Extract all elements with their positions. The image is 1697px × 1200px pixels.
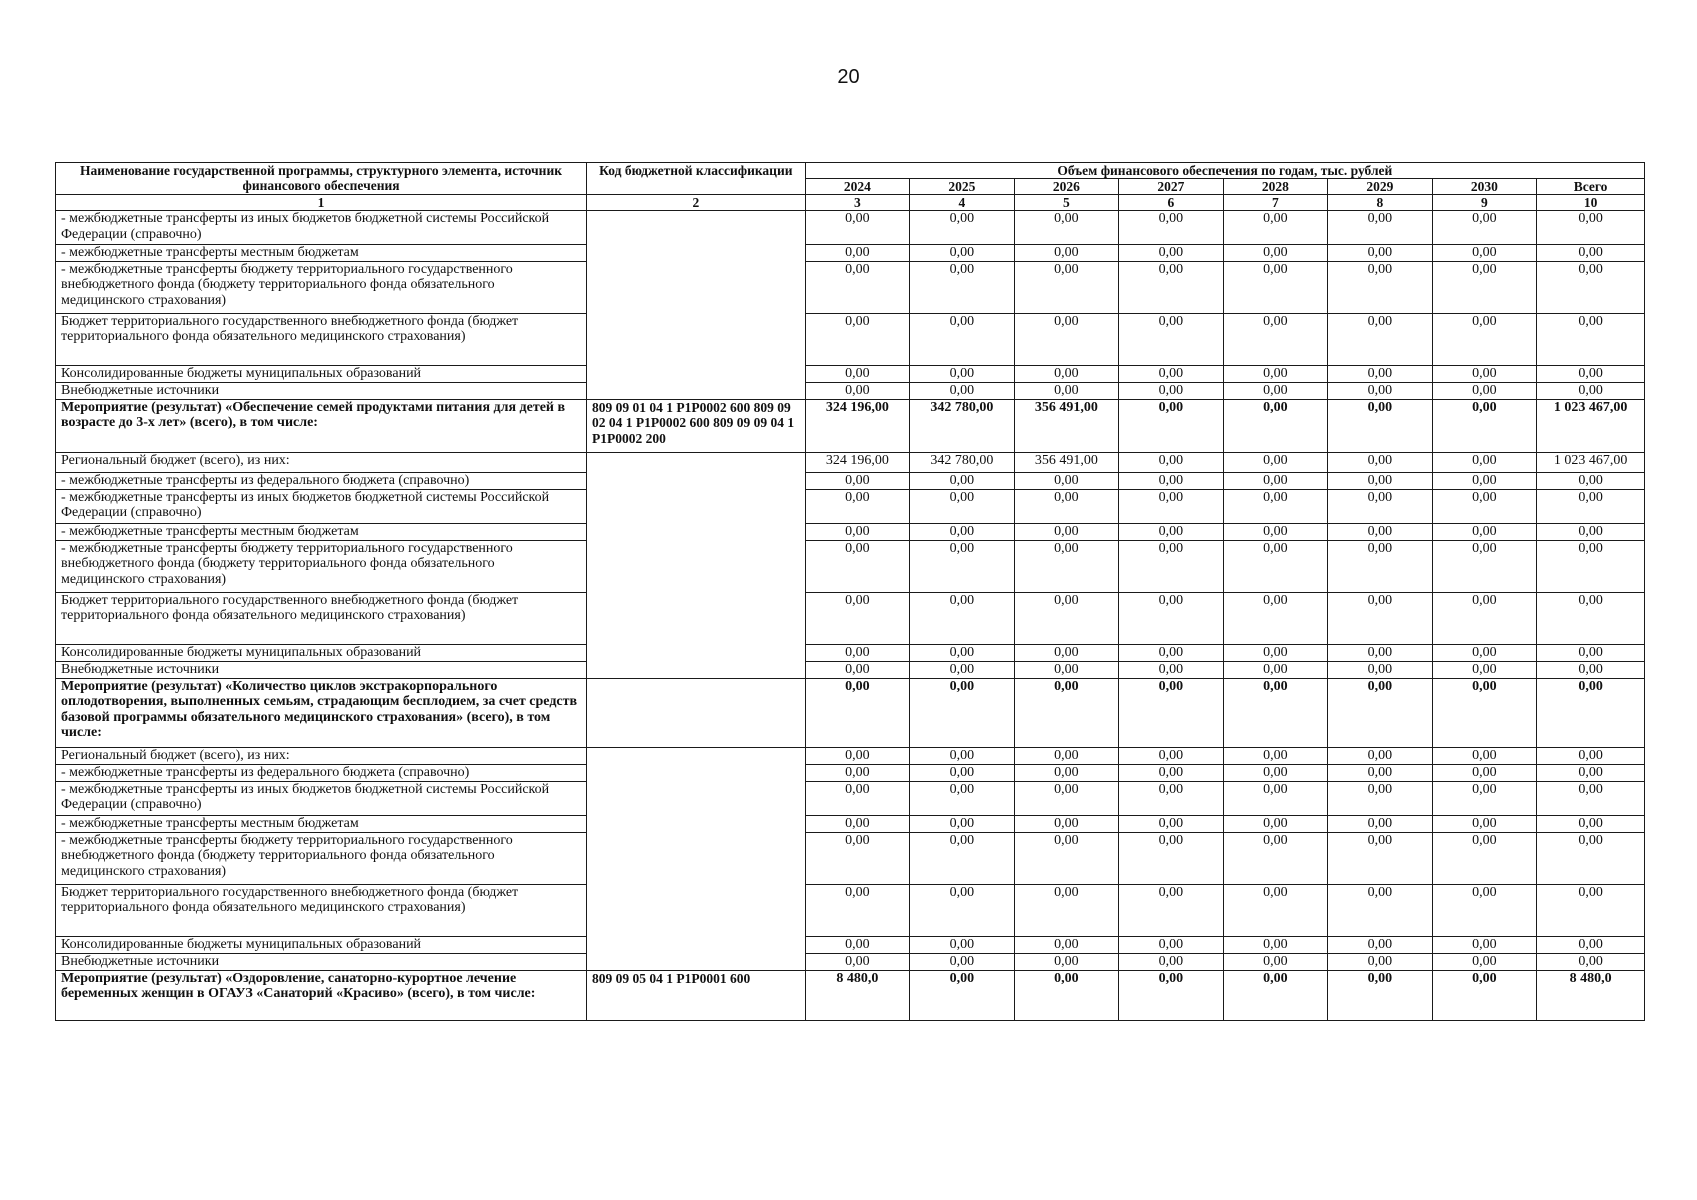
year-value: 0,00: [1014, 382, 1119, 399]
year-value: 0,00: [1432, 382, 1537, 399]
year-value: 0,00: [1014, 884, 1119, 936]
year-value: 0,00: [1328, 399, 1433, 452]
year-value: 0,00: [1328, 644, 1433, 661]
year-value: 0,00: [1432, 452, 1537, 472]
year-value: 0,00: [1328, 592, 1433, 644]
total-value: 0,00: [1537, 747, 1645, 764]
year-value: 0,00: [1119, 523, 1224, 540]
table-row: [56, 747, 1645, 764]
total-value: 0,00: [1537, 661, 1645, 678]
year-value: 0,00: [1223, 747, 1328, 764]
year-value: 0,00: [805, 489, 910, 523]
year-value: 0,00: [1432, 365, 1537, 382]
year-value: 0,00: [1014, 245, 1119, 262]
year-value: 0,00: [910, 489, 1015, 523]
year-value: 0,00: [805, 884, 910, 936]
header-year: 2026: [1014, 179, 1119, 195]
column-number: 6: [1119, 195, 1224, 211]
year-value: 0,00: [1119, 382, 1224, 399]
row-name: Бюджет территориального государственного внебюджетного фонда (бюджет территориального фонда обязательного медицинского страхования): [56, 884, 587, 936]
budget-code-cell: [587, 678, 806, 747]
year-value: 0,00: [805, 211, 910, 245]
table-row: [56, 313, 1645, 365]
year-value: 0,00: [910, 245, 1015, 262]
year-value: 0,00: [1119, 953, 1224, 970]
year-value: 0,00: [1223, 781, 1328, 815]
year-value: 0,00: [1014, 661, 1119, 678]
year-value: 0,00: [1014, 815, 1119, 832]
year-value: 0,00: [1014, 936, 1119, 953]
header-volume: Объем финансового обеспечения по годам, тыс. рублей: [805, 163, 1644, 179]
year-value: 0,00: [805, 832, 910, 884]
year-value: 0,00: [1328, 211, 1433, 245]
header-name: Наименование государственной программы, структурного элемента, источник финансового обеспечения: [56, 163, 587, 195]
year-value: 0,00: [1014, 540, 1119, 592]
year-value: 0,00: [1223, 472, 1328, 489]
row-name: Консолидированные бюджеты муниципальных образований: [56, 365, 587, 382]
year-value: 0,00: [1014, 261, 1119, 313]
year-value: 0,00: [910, 678, 1015, 747]
year-value: 0,00: [910, 592, 1015, 644]
year-value: 0,00: [1223, 970, 1328, 1020]
year-value: 0,00: [1119, 452, 1224, 472]
table-row: [56, 815, 1645, 832]
table-row: [56, 661, 1645, 678]
year-value: 0,00: [1119, 815, 1224, 832]
row-name: Региональный бюджет (всего), из них:: [56, 452, 587, 472]
year-value: 0,00: [1432, 661, 1537, 678]
total-value: 0,00: [1537, 245, 1645, 262]
column-number: 2: [587, 195, 806, 211]
year-value: 0,00: [910, 365, 1015, 382]
year-value: 0,00: [1223, 261, 1328, 313]
year-value: 342 780,00: [910, 399, 1015, 452]
year-value: 0,00: [805, 781, 910, 815]
year-value: 0,00: [805, 540, 910, 592]
budget-code-cell: 809 09 05 04 1 P1P0001 600: [587, 970, 806, 1020]
year-value: 0,00: [1432, 472, 1537, 489]
row-name: - межбюджетные трансферты бюджету территориального государственного внебюджетного фонда (бюджету территориального фонда обязательного медицинского страхования): [56, 832, 587, 884]
year-value: 0,00: [1432, 953, 1537, 970]
column-number: 8: [1328, 195, 1433, 211]
year-value: 0,00: [1432, 781, 1537, 815]
total-value: 0,00: [1537, 832, 1645, 884]
year-value: 0,00: [1432, 313, 1537, 365]
total-value: 0,00: [1537, 592, 1645, 644]
total-value: 0,00: [1537, 472, 1645, 489]
year-value: 0,00: [910, 261, 1015, 313]
year-value: 0,00: [1223, 365, 1328, 382]
table-row: [56, 540, 1645, 592]
year-value: 0,00: [1432, 592, 1537, 644]
header-code: Код бюджетной классификации: [587, 163, 806, 195]
year-value: 0,00: [805, 365, 910, 382]
year-value: 0,00: [1223, 764, 1328, 781]
year-value: 0,00: [1328, 540, 1433, 592]
year-value: 0,00: [910, 382, 1015, 399]
year-value: 0,00: [1119, 489, 1224, 523]
header-year: 2025: [910, 179, 1015, 195]
year-value: 0,00: [910, 644, 1015, 661]
row-name: Региональный бюджет (всего), из них:: [56, 747, 587, 764]
row-name: - межбюджетные трансферты местным бюджетам: [56, 523, 587, 540]
year-value: 0,00: [1014, 313, 1119, 365]
header-year: 2024: [805, 179, 910, 195]
year-value: 0,00: [1432, 399, 1537, 452]
header-total: Всего: [1537, 179, 1645, 195]
column-number: 5: [1014, 195, 1119, 211]
table-row: [56, 936, 1645, 953]
table-row: [56, 489, 1645, 523]
year-value: 0,00: [1119, 970, 1224, 1020]
year-value: 0,00: [1328, 523, 1433, 540]
year-value: 0,00: [1014, 832, 1119, 884]
year-value: 0,00: [1432, 747, 1537, 764]
table-row: [56, 211, 1645, 245]
table-body: [56, 211, 1645, 1021]
year-value: 0,00: [805, 523, 910, 540]
total-value: 0,00: [1537, 936, 1645, 953]
year-value: 0,00: [1328, 661, 1433, 678]
row-name: - межбюджетные трансферты из иных бюджетов бюджетной системы Российской Федерации (справочно): [56, 781, 587, 815]
year-value: 0,00: [1119, 211, 1224, 245]
year-value: 0,00: [1328, 970, 1433, 1020]
year-value: 0,00: [1432, 644, 1537, 661]
year-value: 0,00: [910, 936, 1015, 953]
year-value: 0,00: [1432, 261, 1537, 313]
row-name: - межбюджетные трансферты местным бюджетам: [56, 245, 587, 262]
table-row: [56, 832, 1645, 884]
year-value: 0,00: [910, 884, 1015, 936]
year-value: 0,00: [1223, 884, 1328, 936]
year-value: 0,00: [805, 382, 910, 399]
header-year: 2027: [1119, 179, 1224, 195]
budget-code-cell: [587, 211, 806, 400]
year-value: 0,00: [1119, 764, 1224, 781]
year-value: 0,00: [1223, 399, 1328, 452]
year-value: 0,00: [1432, 815, 1537, 832]
year-value: 0,00: [1119, 936, 1224, 953]
row-name: Мероприятие (результат) «Оздоровление, санаторно-курортное лечение беременных женщин в ОГАУЗ «Санаторий «Красиво» (всего), в том числе:: [56, 970, 587, 1020]
year-value: 0,00: [805, 261, 910, 313]
year-value: 0,00: [1014, 489, 1119, 523]
year-value: 0,00: [1119, 245, 1224, 262]
total-value: 0,00: [1537, 313, 1645, 365]
row-name: Внебюджетные источники: [56, 382, 587, 399]
year-value: 0,00: [1014, 523, 1119, 540]
table-row: [56, 970, 1645, 1020]
total-value: 0,00: [1537, 261, 1645, 313]
year-value: 0,00: [1328, 313, 1433, 365]
year-value: 0,00: [1223, 644, 1328, 661]
table-row: [56, 472, 1645, 489]
year-value: 0,00: [1014, 764, 1119, 781]
year-value: 0,00: [1119, 884, 1224, 936]
year-value: 0,00: [1328, 815, 1433, 832]
year-value: 0,00: [1432, 970, 1537, 1020]
total-value: 1 023 467,00: [1537, 452, 1645, 472]
table-row: [56, 261, 1645, 313]
year-value: 0,00: [805, 747, 910, 764]
year-value: 0,00: [1223, 678, 1328, 747]
total-value: 0,00: [1537, 382, 1645, 399]
year-value: 0,00: [1328, 472, 1433, 489]
year-value: 0,00: [1014, 592, 1119, 644]
year-value: 0,00: [1223, 936, 1328, 953]
table-row: [56, 365, 1645, 382]
year-value: 0,00: [1328, 832, 1433, 884]
year-value: 0,00: [1119, 261, 1224, 313]
year-value: 0,00: [1119, 540, 1224, 592]
column-number: 7: [1223, 195, 1328, 211]
row-name: Внебюджетные источники: [56, 953, 587, 970]
year-value: 0,00: [1328, 953, 1433, 970]
row-name: Консолидированные бюджеты муниципальных образований: [56, 936, 587, 953]
year-value: 0,00: [910, 747, 1015, 764]
year-value: 0,00: [1223, 832, 1328, 884]
year-value: 0,00: [1328, 678, 1433, 747]
header-year: 2030: [1432, 179, 1537, 195]
year-value: 0,00: [1223, 540, 1328, 592]
year-value: 0,00: [1328, 365, 1433, 382]
year-value: 0,00: [1119, 644, 1224, 661]
year-value: 0,00: [1223, 313, 1328, 365]
year-value: 0,00: [1119, 781, 1224, 815]
year-value: 0,00: [1328, 452, 1433, 472]
year-value: 0,00: [1223, 211, 1328, 245]
header-year: 2028: [1223, 179, 1328, 195]
table-row: [56, 678, 1645, 747]
total-value: 0,00: [1537, 523, 1645, 540]
year-value: 0,00: [1119, 592, 1224, 644]
total-value: 0,00: [1537, 781, 1645, 815]
table-row: [56, 764, 1645, 781]
row-name: - межбюджетные трансферты бюджету территориального государственного внебюджетного фонда (бюджету территориального фонда обязательного медицинского страхования): [56, 261, 587, 313]
budget-code-cell: [587, 452, 806, 678]
year-value: 0,00: [1432, 678, 1537, 747]
row-name: Мероприятие (результат) «Количество циклов экстракорпорального оплодотворения, выполненных семьям, страдающим бесплодием, за счет средств базовой программы обязательного медицинского страхования» (всего), в том числе:: [56, 678, 587, 747]
column-number: 1: [56, 195, 587, 211]
year-value: 0,00: [1014, 678, 1119, 747]
row-name: Мероприятие (результат) «Обеспечение семей продуктами питания для детей в возрасте до 3-х лет» (всего), в том числе:: [56, 399, 587, 452]
table-row: [56, 245, 1645, 262]
year-value: 0,00: [1223, 523, 1328, 540]
table-row: [56, 781, 1645, 815]
column-number: 10: [1537, 195, 1645, 211]
year-value: 0,00: [1119, 747, 1224, 764]
year-value: 0,00: [910, 832, 1015, 884]
year-value: 0,00: [805, 245, 910, 262]
year-value: 0,00: [1328, 781, 1433, 815]
year-value: 0,00: [1119, 472, 1224, 489]
year-value: 356 491,00: [1014, 399, 1119, 452]
row-name: Консолидированные бюджеты муниципальных образований: [56, 644, 587, 661]
year-value: 0,00: [1328, 245, 1433, 262]
year-value: 0,00: [1014, 644, 1119, 661]
budget-code-cell: [587, 747, 806, 970]
year-value: 0,00: [805, 953, 910, 970]
year-value: 0,00: [910, 472, 1015, 489]
total-value: 0,00: [1537, 644, 1645, 661]
year-value: 0,00: [1014, 365, 1119, 382]
year-value: 0,00: [1432, 211, 1537, 245]
table-row: [56, 953, 1645, 970]
year-value: 0,00: [1432, 540, 1537, 592]
year-value: 324 196,00: [805, 399, 910, 452]
row-name: - межбюджетные трансферты из иных бюджетов бюджетной системы Российской Федерации (справочно): [56, 489, 587, 523]
budget-code-cell: 809 09 01 04 1 P1P0002 600 809 09 02 04 1 P1P0002 600 809 09 09 04 1 P1P0002 200: [587, 399, 806, 452]
table-row: [56, 884, 1645, 936]
year-value: 0,00: [1432, 245, 1537, 262]
year-value: 0,00: [1223, 489, 1328, 523]
year-value: 0,00: [805, 592, 910, 644]
year-value: 0,00: [910, 970, 1015, 1020]
year-value: 342 780,00: [910, 452, 1015, 472]
table-row: [56, 592, 1645, 644]
year-value: 0,00: [805, 661, 910, 678]
year-value: 0,00: [1223, 815, 1328, 832]
year-value: 0,00: [910, 540, 1015, 592]
year-value: 0,00: [910, 313, 1015, 365]
year-value: 0,00: [1328, 489, 1433, 523]
year-value: 0,00: [1119, 399, 1224, 452]
total-value: 8 480,0: [1537, 970, 1645, 1020]
year-value: 0,00: [1328, 764, 1433, 781]
table-row: [56, 644, 1645, 661]
year-value: 0,00: [805, 313, 910, 365]
year-value: 0,00: [805, 644, 910, 661]
year-value: 0,00: [1119, 661, 1224, 678]
year-value: 0,00: [1328, 936, 1433, 953]
financing-table: [55, 162, 1645, 1021]
header-year: 2029: [1328, 179, 1433, 195]
year-value: 0,00: [910, 815, 1015, 832]
total-value: 0,00: [1537, 211, 1645, 245]
total-value: 0,00: [1537, 953, 1645, 970]
year-value: 0,00: [910, 211, 1015, 245]
year-value: 0,00: [1014, 781, 1119, 815]
row-name: - межбюджетные трансферты из иных бюджетов бюджетной системы Российской Федерации (справочно): [56, 211, 587, 245]
total-value: 1 023 467,00: [1537, 399, 1645, 452]
year-value: 0,00: [1119, 678, 1224, 747]
year-value: 0,00: [1223, 661, 1328, 678]
year-value: 0,00: [1119, 832, 1224, 884]
total-value: 0,00: [1537, 884, 1645, 936]
column-number: 4: [910, 195, 1015, 211]
row-name: - межбюджетные трансферты из федерального бюджета (справочно): [56, 764, 587, 781]
year-value: 0,00: [1432, 884, 1537, 936]
row-name: - межбюджетные трансферты из федерального бюджета (справочно): [56, 472, 587, 489]
year-value: 324 196,00: [805, 452, 910, 472]
year-value: 0,00: [805, 764, 910, 781]
column-number: 3: [805, 195, 910, 211]
year-value: 0,00: [1119, 313, 1224, 365]
table-row: [56, 382, 1645, 399]
year-value: 0,00: [1432, 936, 1537, 953]
year-value: 0,00: [1432, 832, 1537, 884]
year-value: 0,00: [1223, 452, 1328, 472]
year-value: 0,00: [1328, 747, 1433, 764]
year-value: 0,00: [1014, 747, 1119, 764]
row-name: Внебюджетные источники: [56, 661, 587, 678]
year-value: 0,00: [1014, 970, 1119, 1020]
year-value: 0,00: [1119, 365, 1224, 382]
total-value: 0,00: [1537, 540, 1645, 592]
table-row: [56, 399, 1645, 452]
year-value: 0,00: [1223, 382, 1328, 399]
year-value: 0,00: [805, 678, 910, 747]
row-name: Бюджет территориального государственного внебюджетного фонда (бюджет территориального фонда обязательного медицинского страхования): [56, 592, 587, 644]
year-value: 0,00: [910, 523, 1015, 540]
total-value: 0,00: [1537, 815, 1645, 832]
year-value: 8 480,0: [805, 970, 910, 1020]
year-value: 0,00: [1432, 523, 1537, 540]
row-name: - межбюджетные трансферты бюджету территориального государственного внебюджетного фонда (бюджету территориального фонда обязательного медицинского страхования): [56, 540, 587, 592]
year-value: 0,00: [1432, 489, 1537, 523]
year-value: 0,00: [910, 953, 1015, 970]
year-value: 0,00: [1328, 382, 1433, 399]
year-value: 0,00: [1223, 953, 1328, 970]
year-value: 0,00: [1223, 245, 1328, 262]
year-value: 0,00: [805, 936, 910, 953]
total-value: 0,00: [1537, 489, 1645, 523]
year-value: 0,00: [1328, 261, 1433, 313]
year-value: 0,00: [805, 472, 910, 489]
year-value: 0,00: [1432, 764, 1537, 781]
year-value: 0,00: [1014, 953, 1119, 970]
year-value: 0,00: [910, 764, 1015, 781]
column-number: 9: [1432, 195, 1537, 211]
table-row: [56, 523, 1645, 540]
year-value: 0,00: [1328, 884, 1433, 936]
row-name: - межбюджетные трансферты местным бюджетам: [56, 815, 587, 832]
total-value: 0,00: [1537, 764, 1645, 781]
year-value: 0,00: [1223, 592, 1328, 644]
total-value: 0,00: [1537, 365, 1645, 382]
total-value: 0,00: [1537, 678, 1645, 747]
year-value: 0,00: [805, 815, 910, 832]
row-name: Бюджет территориального государственного внебюджетного фонда (бюджет территориального фонда обязательного медицинского страхования): [56, 313, 587, 365]
page-number: 20: [837, 66, 860, 88]
year-value: 0,00: [910, 661, 1015, 678]
table-row: [56, 452, 1645, 472]
year-value: 0,00: [910, 781, 1015, 815]
year-value: 356 491,00: [1014, 452, 1119, 472]
year-value: 0,00: [1014, 211, 1119, 245]
year-value: 0,00: [1014, 472, 1119, 489]
